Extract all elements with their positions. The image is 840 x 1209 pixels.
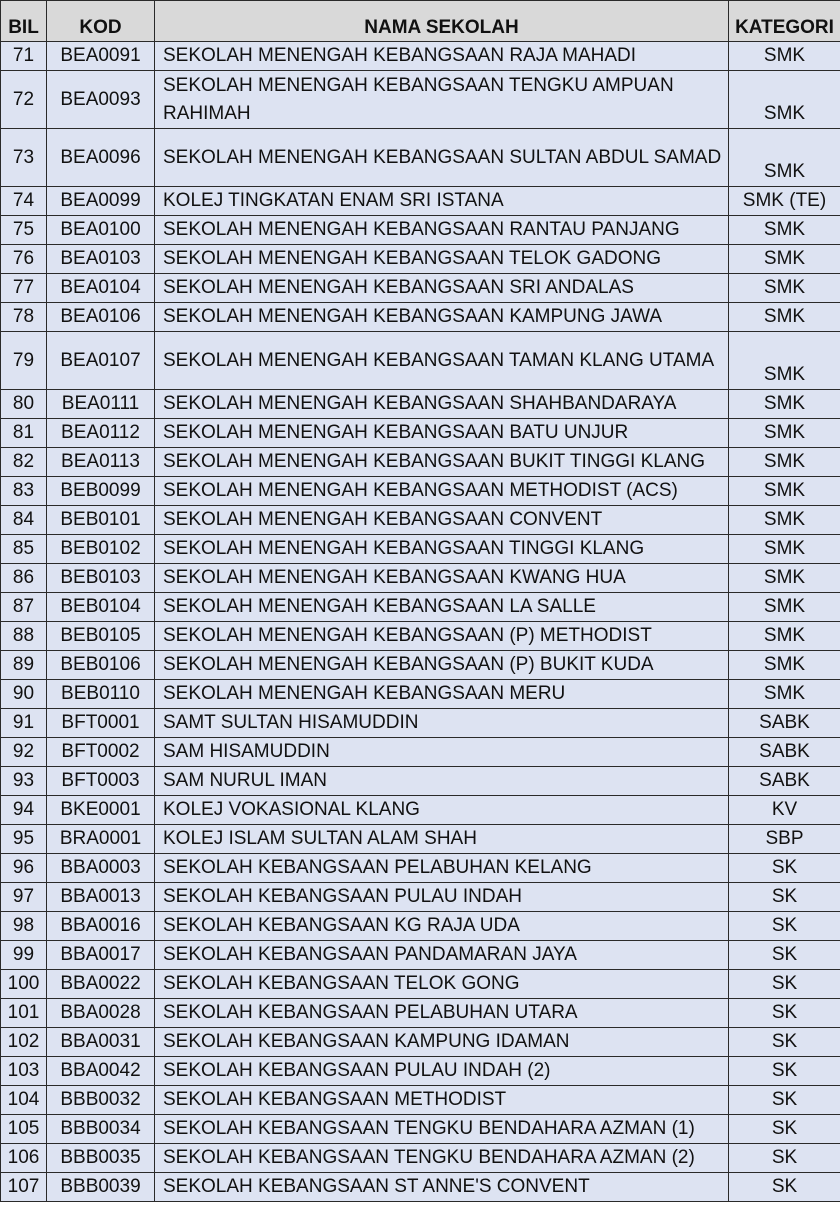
- nama-sekolah-cell: SEKOLAH MENENGAH KEBANGSAAN RAJA MAHADI: [155, 42, 729, 71]
- kategori-cell: SMK: [729, 506, 840, 535]
- table-row: [1, 854, 840, 883]
- kategori-cell: SK: [729, 1144, 840, 1173]
- kod-cell: BEA0091: [47, 42, 155, 71]
- kategori-cell: SMK: [729, 477, 840, 506]
- kod-cell: BEA0112: [47, 419, 155, 448]
- nama-sekolah-cell: SEKOLAH MENENGAH KEBANGSAAN TINGGI KLANG: [155, 535, 729, 564]
- nama-sekolah-cell: KOLEJ ISLAM SULTAN ALAM SHAH: [155, 825, 729, 854]
- table-row: [1, 216, 840, 245]
- kod-cell: BBA0028: [47, 999, 155, 1028]
- bil-cell: 90: [1, 680, 47, 709]
- nama-sekolah-cell: SEKOLAH KEBANGSAAN PELABUHAN KELANG: [155, 854, 729, 883]
- kategori-cell: SMK: [729, 390, 840, 419]
- kategori-cell: SMK: [729, 419, 840, 448]
- kod-cell: BBA0016: [47, 912, 155, 941]
- table-row: [1, 1086, 840, 1115]
- kategori-cell: SK: [729, 970, 840, 999]
- kategori-cell: SBP: [729, 825, 840, 854]
- kategori-cell: SMK: [729, 332, 840, 390]
- kod-cell: BEB0106: [47, 651, 155, 680]
- table-row: [1, 1057, 840, 1086]
- kod-cell: BEB0110: [47, 680, 155, 709]
- bil-cell: 96: [1, 854, 47, 883]
- kategori-cell: SMK: [729, 680, 840, 709]
- kod-cell: BEA0106: [47, 303, 155, 332]
- kod-cell: BEA0113: [47, 448, 155, 477]
- bil-cell: 78: [1, 303, 47, 332]
- bil-cell: 73: [1, 129, 47, 187]
- kategori-cell: SK: [729, 1115, 840, 1144]
- bil-cell: 81: [1, 419, 47, 448]
- kategori-cell: SMK: [729, 129, 840, 187]
- bil-cell: 85: [1, 535, 47, 564]
- table-row: [1, 332, 840, 390]
- kategori-cell: SK: [729, 1086, 840, 1115]
- nama-sekolah-cell: SEKOLAH KEBANGSAAN TELOK GONG: [155, 970, 729, 999]
- nama-sekolah-cell: SEKOLAH KEBANGSAAN KAMPUNG IDAMAN: [155, 1028, 729, 1057]
- table-row: [1, 709, 840, 738]
- bil-cell: 71: [1, 42, 47, 71]
- kod-cell: BEA0104: [47, 274, 155, 303]
- nama-sekolah-cell: SEKOLAH MENENGAH KEBANGSAAN TELOK GADONG: [155, 245, 729, 274]
- kategori-cell: SMK (TE): [729, 187, 840, 216]
- kategori-cell: SMK: [729, 622, 840, 651]
- table-row: [1, 593, 840, 622]
- nama-sekolah-cell: SAMT SULTAN HISAMUDDIN: [155, 709, 729, 738]
- kod-cell: BEB0105: [47, 622, 155, 651]
- table-row: [1, 825, 840, 854]
- table-row: [1, 622, 840, 651]
- bil-cell: 77: [1, 274, 47, 303]
- kod-cell: BBA0042: [47, 1057, 155, 1086]
- kod-cell: BEA0096: [47, 129, 155, 187]
- nama-sekolah-cell: SAM NURUL IMAN: [155, 767, 729, 796]
- kod-cell: BEA0103: [47, 245, 155, 274]
- table-row: [1, 999, 840, 1028]
- bil-cell: 98: [1, 912, 47, 941]
- bil-cell: 107: [1, 1173, 47, 1202]
- table-row: [1, 477, 840, 506]
- bil-cell: 87: [1, 593, 47, 622]
- bil-cell: 83: [1, 477, 47, 506]
- table-row: [1, 1173, 840, 1202]
- table-row: [1, 738, 840, 767]
- nama-sekolah-cell: SEKOLAH KEBANGSAAN TENGKU BENDAHARA AZMAN (1): [155, 1115, 729, 1144]
- kod-cell: BBB0032: [47, 1086, 155, 1115]
- table-row: [1, 970, 840, 999]
- table-row: [1, 419, 840, 448]
- nama-sekolah-cell: SEKOLAH MENENGAH KEBANGSAAN CONVENT: [155, 506, 729, 535]
- kategori-cell: SK: [729, 941, 840, 970]
- nama-sekolah-cell: SEKOLAH KEBANGSAAN PULAU INDAH: [155, 883, 729, 912]
- nama-sekolah-cell: SEKOLAH MENENGAH KEBANGSAAN SHAHBANDARAYA: [155, 390, 729, 419]
- bil-cell: 102: [1, 1028, 47, 1057]
- kategori-cell: SABK: [729, 709, 840, 738]
- kod-cell: BBA0003: [47, 854, 155, 883]
- table-body: [1, 42, 840, 1202]
- kategori-cell: SMK: [729, 651, 840, 680]
- kod-cell: BBA0013: [47, 883, 155, 912]
- kod-cell: BEA0099: [47, 187, 155, 216]
- table-row: [1, 274, 840, 303]
- header-row: [1, 1, 840, 42]
- bil-cell: 101: [1, 999, 47, 1028]
- nama-sekolah-cell: SEKOLAH MENENGAH KEBANGSAAN (P) BUKIT KUDA: [155, 651, 729, 680]
- table-row: [1, 941, 840, 970]
- kod-cell: BFT0001: [47, 709, 155, 738]
- table-row: [1, 796, 840, 825]
- table-row: [1, 129, 840, 187]
- table-row: [1, 390, 840, 419]
- kategori-cell: SMK: [729, 593, 840, 622]
- kod-cell: BEA0100: [47, 216, 155, 245]
- table-row: [1, 680, 840, 709]
- table-row: [1, 912, 840, 941]
- nama-sekolah-cell: SEKOLAH KEBANGSAAN TENGKU BENDAHARA AZMAN (2): [155, 1144, 729, 1173]
- kategori-cell: SMK: [729, 303, 840, 332]
- bil-cell: 84: [1, 506, 47, 535]
- nama-sekolah-cell: SEKOLAH MENENGAH KEBANGSAAN BATU UNJUR: [155, 419, 729, 448]
- nama-sekolah-cell: SEKOLAH MENENGAH KEBANGSAAN SRI ANDALAS: [155, 274, 729, 303]
- kod-cell: BEB0102: [47, 535, 155, 564]
- bil-cell: 106: [1, 1144, 47, 1173]
- header-kod: KOD: [47, 1, 155, 42]
- table-row: [1, 535, 840, 564]
- bil-cell: 75: [1, 216, 47, 245]
- kod-cell: BBA0031: [47, 1028, 155, 1057]
- table-row: [1, 1115, 840, 1144]
- bil-cell: 72: [1, 71, 47, 129]
- nama-sekolah-cell: SEKOLAH MENENGAH KEBANGSAAN KAMPUNG JAWA: [155, 303, 729, 332]
- kod-cell: BKE0001: [47, 796, 155, 825]
- bil-cell: 86: [1, 564, 47, 593]
- kategori-cell: SK: [729, 999, 840, 1028]
- kod-cell: BEB0103: [47, 564, 155, 593]
- nama-sekolah-cell: KOLEJ TINGKATAN ENAM SRI ISTANA: [155, 187, 729, 216]
- nama-sekolah-cell: SEKOLAH KEBANGSAAN KG RAJA UDA: [155, 912, 729, 941]
- kategori-cell: SABK: [729, 767, 840, 796]
- kod-cell: BEB0101: [47, 506, 155, 535]
- table-row: [1, 187, 840, 216]
- table-row: [1, 1028, 840, 1057]
- table-row: [1, 245, 840, 274]
- kategori-cell: SK: [729, 883, 840, 912]
- table-row: [1, 303, 840, 332]
- table-row: [1, 767, 840, 796]
- kategori-cell: SK: [729, 1028, 840, 1057]
- nama-sekolah-cell: SEKOLAH MENENGAH KEBANGSAAN TENGKU AMPUAN RAHIMAH: [155, 71, 729, 129]
- kod-cell: BBA0017: [47, 941, 155, 970]
- bil-cell: 92: [1, 738, 47, 767]
- table-row: [1, 883, 840, 912]
- kategori-cell: SMK: [729, 535, 840, 564]
- bil-cell: 74: [1, 187, 47, 216]
- bil-cell: 88: [1, 622, 47, 651]
- nama-sekolah-cell: SEKOLAH KEBANGSAAN PULAU INDAH (2): [155, 1057, 729, 1086]
- kategori-cell: SK: [729, 1057, 840, 1086]
- nama-sekolah-cell: SEKOLAH MENENGAH KEBANGSAAN LA SALLE: [155, 593, 729, 622]
- kod-cell: BRA0001: [47, 825, 155, 854]
- kod-cell: BFT0002: [47, 738, 155, 767]
- nama-sekolah-cell: SAM HISAMUDDIN: [155, 738, 729, 767]
- table-row: [1, 651, 840, 680]
- kod-cell: BBA0022: [47, 970, 155, 999]
- bil-cell: 99: [1, 941, 47, 970]
- kategori-cell: KV: [729, 796, 840, 825]
- kod-cell: BBB0034: [47, 1115, 155, 1144]
- bil-cell: 100: [1, 970, 47, 999]
- kategori-cell: SMK: [729, 42, 840, 71]
- header-bil: BIL: [1, 1, 47, 42]
- nama-sekolah-cell: SEKOLAH MENENGAH KEBANGSAAN METHODIST (ACS): [155, 477, 729, 506]
- header-nama-sekolah: NAMA SEKOLAH: [155, 1, 729, 42]
- kategori-cell: SK: [729, 854, 840, 883]
- kategori-cell: SABK: [729, 738, 840, 767]
- nama-sekolah-cell: KOLEJ VOKASIONAL KLANG: [155, 796, 729, 825]
- kategori-cell: SMK: [729, 564, 840, 593]
- kategori-cell: SK: [729, 1173, 840, 1202]
- kategori-cell: SMK: [729, 71, 840, 129]
- nama-sekolah-cell: SEKOLAH KEBANGSAAN METHODIST: [155, 1086, 729, 1115]
- kod-cell: BBB0039: [47, 1173, 155, 1202]
- nama-sekolah-cell: SEKOLAH MENENGAH KEBANGSAAN MERU: [155, 680, 729, 709]
- nama-sekolah-cell: SEKOLAH MENENGAH KEBANGSAAN (P) METHODIST: [155, 622, 729, 651]
- bil-cell: 94: [1, 796, 47, 825]
- kategori-cell: SMK: [729, 274, 840, 303]
- kod-cell: BEB0099: [47, 477, 155, 506]
- kategori-cell: SMK: [729, 245, 840, 274]
- bil-cell: 82: [1, 448, 47, 477]
- nama-sekolah-cell: SEKOLAH KEBANGSAAN ST ANNE'S CONVENT: [155, 1173, 729, 1202]
- table-row: [1, 506, 840, 535]
- kategori-cell: SMK: [729, 216, 840, 245]
- header-kategori: KATEGORI: [729, 1, 840, 42]
- kategori-cell: SMK: [729, 448, 840, 477]
- nama-sekolah-cell: SEKOLAH MENENGAH KEBANGSAAN SULTAN ABDUL SAMAD: [155, 129, 729, 187]
- kod-cell: BEA0111: [47, 390, 155, 419]
- table-row: [1, 71, 840, 129]
- bil-cell: 93: [1, 767, 47, 796]
- bil-cell: 104: [1, 1086, 47, 1115]
- bil-cell: 97: [1, 883, 47, 912]
- nama-sekolah-cell: SEKOLAH MENENGAH KEBANGSAAN RANTAU PANJANG: [155, 216, 729, 245]
- bil-cell: 89: [1, 651, 47, 680]
- table-row: [1, 448, 840, 477]
- nama-sekolah-cell: SEKOLAH MENENGAH KEBANGSAAN TAMAN KLANG UTAMA: [155, 332, 729, 390]
- kod-cell: BEB0104: [47, 593, 155, 622]
- bil-cell: 79: [1, 332, 47, 390]
- kod-cell: BFT0003: [47, 767, 155, 796]
- nama-sekolah-cell: SEKOLAH MENENGAH KEBANGSAAN KWANG HUA: [155, 564, 729, 593]
- bil-cell: 80: [1, 390, 47, 419]
- bil-cell: 91: [1, 709, 47, 738]
- kod-cell: BEA0107: [47, 332, 155, 390]
- bil-cell: 95: [1, 825, 47, 854]
- kod-cell: BBB0035: [47, 1144, 155, 1173]
- table-row: [1, 42, 840, 71]
- table-row: [1, 1144, 840, 1173]
- bil-cell: 105: [1, 1115, 47, 1144]
- kategori-cell: SK: [729, 912, 840, 941]
- bil-cell: 76: [1, 245, 47, 274]
- table-header: [1, 1, 840, 42]
- nama-sekolah-cell: SEKOLAH KEBANGSAAN PELABUHAN UTARA: [155, 999, 729, 1028]
- nama-sekolah-cell: SEKOLAH MENENGAH KEBANGSAAN BUKIT TINGGI KLANG: [155, 448, 729, 477]
- kod-cell: BEA0093: [47, 71, 155, 129]
- nama-sekolah-cell: SEKOLAH KEBANGSAAN PANDAMARAN JAYA: [155, 941, 729, 970]
- bil-cell: 103: [1, 1057, 47, 1086]
- table-row: [1, 564, 840, 593]
